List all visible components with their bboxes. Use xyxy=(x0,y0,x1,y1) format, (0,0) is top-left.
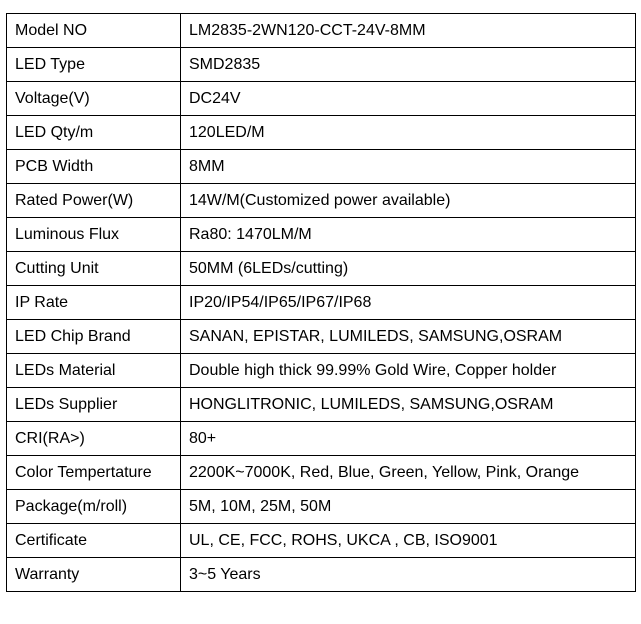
table-row xyxy=(7,286,636,320)
spec-value: 50MM (6LEDs/cutting) xyxy=(181,252,636,286)
spec-label: Certificate xyxy=(7,524,181,558)
spec-value: 14W/M(Customized power available) xyxy=(181,184,636,218)
table-row xyxy=(7,354,636,388)
spec-label: LED Qty/m xyxy=(7,116,181,150)
spec-value: HONGLITRONIC, LUMILEDS, SAMSUNG,OSRAM xyxy=(181,388,636,422)
table-row xyxy=(7,150,636,184)
spec-label: LEDs Supplier xyxy=(7,388,181,422)
spec-label: Color Tempertature xyxy=(7,456,181,490)
spec-label: LEDs Material xyxy=(7,354,181,388)
spec-label: Voltage(V) xyxy=(7,82,181,116)
spec-label: Rated Power(W) xyxy=(7,184,181,218)
spec-value: Double high thick 99.99% Gold Wire, Copper holder xyxy=(181,354,636,388)
spec-value: 5M, 10M, 25M, 50M xyxy=(181,490,636,524)
spec-value: SMD2835 xyxy=(181,48,636,82)
spec-value: 8MM xyxy=(181,150,636,184)
spec-value: 80+ xyxy=(181,422,636,456)
spec-value: UL, CE, FCC, ROHS, UKCA , CB, ISO9001 xyxy=(181,524,636,558)
spec-label: CRI(RA>) xyxy=(7,422,181,456)
spec-value: Ra80: 1470LM/M xyxy=(181,218,636,252)
spec-label: LED Type xyxy=(7,48,181,82)
table-row xyxy=(7,490,636,524)
spec-label: Cutting Unit xyxy=(7,252,181,286)
table-row xyxy=(7,252,636,286)
spec-label: Package(m/roll) xyxy=(7,490,181,524)
spec-label: Model NO xyxy=(7,14,181,48)
spec-value: SANAN, EPISTAR, LUMILEDS, SAMSUNG,OSRAM xyxy=(181,320,636,354)
spec-table xyxy=(6,13,636,592)
table-row xyxy=(7,48,636,82)
spec-value: 3~5 Years xyxy=(181,558,636,592)
spec-value: 120LED/M xyxy=(181,116,636,150)
spec-value: IP20/IP54/IP65/IP67/IP68 xyxy=(181,286,636,320)
spec-label: Warranty xyxy=(7,558,181,592)
table-row xyxy=(7,218,636,252)
spec-value: 2200K~7000K, Red, Blue, Green, Yellow, Pink, Orange xyxy=(181,456,636,490)
spec-table-body xyxy=(7,14,636,592)
spec-value: LM2835-2WN120-CCT-24V-8MM xyxy=(181,14,636,48)
spec-label: LED Chip Brand xyxy=(7,320,181,354)
table-row xyxy=(7,422,636,456)
table-row xyxy=(7,558,636,592)
table-row xyxy=(7,388,636,422)
table-row xyxy=(7,320,636,354)
spec-label: Luminous Flux xyxy=(7,218,181,252)
table-row xyxy=(7,456,636,490)
table-row xyxy=(7,116,636,150)
spec-label: PCB Width xyxy=(7,150,181,184)
table-row xyxy=(7,524,636,558)
spec-value: DC24V xyxy=(181,82,636,116)
table-row xyxy=(7,184,636,218)
spec-label: IP Rate xyxy=(7,286,181,320)
table-row xyxy=(7,14,636,48)
table-row xyxy=(7,82,636,116)
